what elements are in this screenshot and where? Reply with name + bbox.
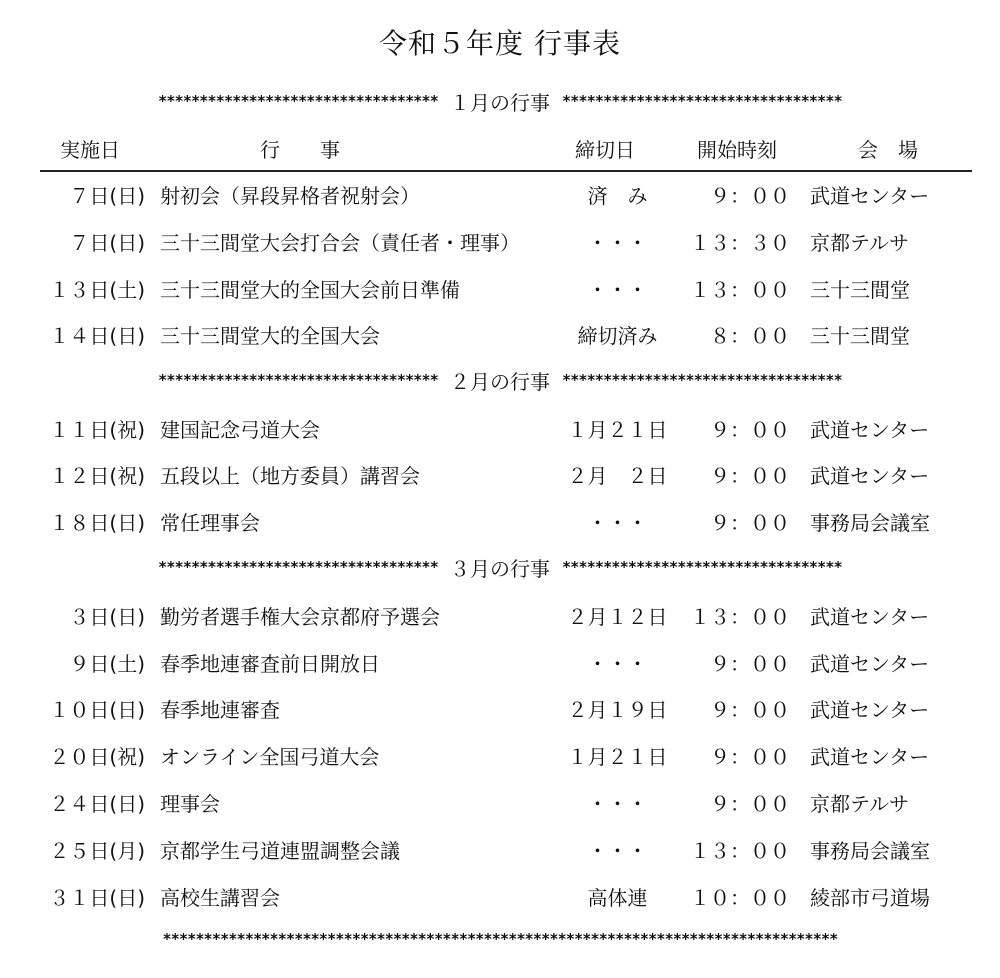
row-deadline: ・・・ [587, 839, 648, 863]
row-venue: 武道センター [810, 652, 930, 676]
row-venue: 京都テルサ [810, 792, 909, 816]
table-row [0, 460, 1000, 494]
row-start-time: １３：３０ [690, 231, 790, 255]
row-start-time: １３：００ [690, 605, 790, 629]
row-start-time: ９：００ [710, 652, 790, 676]
row-start-time: ９：００ [710, 698, 790, 722]
row-deadline: １月２１日 [567, 418, 668, 442]
row-venue: 綾部市弓道場 [810, 886, 930, 910]
month-separator-january [50, 86, 950, 116]
row-event: 三十三間堂大的全国大会前日準備 [160, 278, 460, 302]
table-row [0, 227, 1000, 261]
row-venue: 三十三間堂 [810, 324, 910, 348]
month-label: ２月の行事 [450, 369, 550, 394]
row-start-time: １３：００ [690, 278, 790, 302]
table-row [0, 414, 1000, 448]
table-row [0, 507, 1000, 541]
separator-stars-left: ********************************** [158, 371, 438, 389]
separator-stars-right: ********************************** [562, 371, 842, 389]
table-row [0, 835, 1000, 869]
table-row [0, 320, 1000, 354]
row-date: ３１日(日) [49, 886, 145, 910]
row-deadline: ・・・ [587, 231, 648, 255]
row-deadline: ・・・ [587, 511, 648, 535]
separator-stars-right: ********************************** [562, 558, 842, 576]
row-venue: 武道センター [810, 698, 930, 722]
row-date: ９日(土) [69, 652, 145, 676]
row-event: 勤労者選手権大会京都府予選会 [160, 605, 440, 629]
row-date: ２４日(日) [49, 792, 145, 816]
table-row [0, 601, 1000, 635]
row-start-time: ８：００ [710, 324, 790, 348]
header-deadline: 締切日 [575, 138, 635, 162]
row-start-time: ９：００ [710, 418, 790, 442]
table-row [0, 694, 1000, 728]
header-venue: 会 場 [858, 138, 918, 162]
month-separator-february [50, 365, 950, 395]
row-deadline: ・・・ [587, 792, 648, 816]
row-deadline: ２月 ２日 [567, 464, 668, 488]
row-event: 春季地連審査前日開放日 [160, 652, 380, 676]
row-venue: 武道センター [810, 464, 930, 488]
row-date: ７日(日) [69, 231, 145, 255]
row-event: 高校生講習会 [160, 886, 280, 910]
row-event: 三十三間堂大的全国大会 [160, 324, 380, 348]
row-start-time: ９：００ [710, 464, 790, 488]
row-start-time: ９：００ [710, 184, 790, 208]
row-date: １３日(土) [49, 278, 145, 302]
row-date: １８日(日) [49, 511, 145, 535]
table-row [0, 788, 1000, 822]
row-date: ３日(日) [69, 605, 145, 629]
row-date: ２０日(祝) [49, 745, 145, 769]
table-row [0, 882, 1000, 916]
row-event: 建国記念弓道大会 [160, 418, 320, 442]
row-venue: 武道センター [810, 418, 930, 442]
row-deadline: ２月１９日 [567, 698, 668, 722]
row-event: 五段以上（地方委員）講習会 [160, 464, 420, 488]
header-start-time: 開始時刻 [697, 138, 777, 162]
row-event: 春季地連審査 [160, 698, 280, 722]
table-row [0, 180, 1000, 214]
header-date: 実施日 [60, 138, 120, 162]
row-event: 射初会（昇段昇格者祝射会） [160, 184, 420, 208]
row-deadline: 締切済み [577, 324, 658, 348]
month-label: １月の行事 [450, 90, 550, 115]
row-venue: 事務局会議室 [810, 511, 930, 535]
row-deadline: 高体連 [587, 886, 648, 910]
row-event: オンライン全国弓道大会 [160, 745, 380, 769]
separator-stars-left: ********************************** [158, 558, 438, 576]
row-start-time: ９：００ [710, 511, 790, 535]
row-date: １０日(日) [49, 698, 145, 722]
separator-stars-right: ********************************** [562, 92, 842, 110]
row-date: １１日(祝) [49, 418, 145, 442]
row-venue: 武道センター [810, 745, 930, 769]
row-date: １２日(祝) [49, 464, 145, 488]
header-event: 行 事 [260, 138, 340, 162]
row-start-time: １０：００ [690, 886, 790, 910]
row-venue: 京都テルサ [810, 231, 909, 255]
row-date: ２５日(月) [49, 839, 145, 863]
page-title: 令和５年度 行事表 [379, 27, 621, 60]
row-deadline: ２月１２日 [567, 605, 668, 629]
row-start-time: ９：００ [710, 792, 790, 816]
row-deadline: ・・・ [587, 278, 648, 302]
row-venue: 三十三間堂 [810, 278, 910, 302]
table-header [40, 130, 972, 172]
row-venue: 武道センター [810, 605, 930, 629]
row-start-time: ９：００ [710, 745, 790, 769]
row-event: 京都学生弓道連盟調整会議 [160, 839, 400, 863]
row-venue: 事務局会議室 [810, 839, 930, 863]
row-venue: 武道センター [810, 184, 930, 208]
row-event: 常任理事会 [160, 511, 260, 535]
row-deadline: ・・・ [587, 652, 648, 676]
row-deadline: １月２１日 [567, 745, 668, 769]
row-date: １４日(日) [49, 324, 145, 348]
row-event: 三十三間堂大会打合会（責任者・理事） [160, 231, 520, 255]
table-row [0, 274, 1000, 308]
footer-separator: ********************************************************************************** [162, 930, 838, 948]
month-separator-march [50, 552, 950, 582]
row-start-time: １３：００ [690, 839, 790, 863]
row-date: ７日(日) [69, 184, 145, 208]
separator-stars-left: ********************************** [158, 92, 438, 110]
table-row [0, 741, 1000, 775]
month-label: ３月の行事 [450, 556, 550, 581]
table-row [0, 648, 1000, 682]
row-event: 理事会 [160, 792, 220, 816]
row-deadline: 済 み [587, 184, 648, 208]
